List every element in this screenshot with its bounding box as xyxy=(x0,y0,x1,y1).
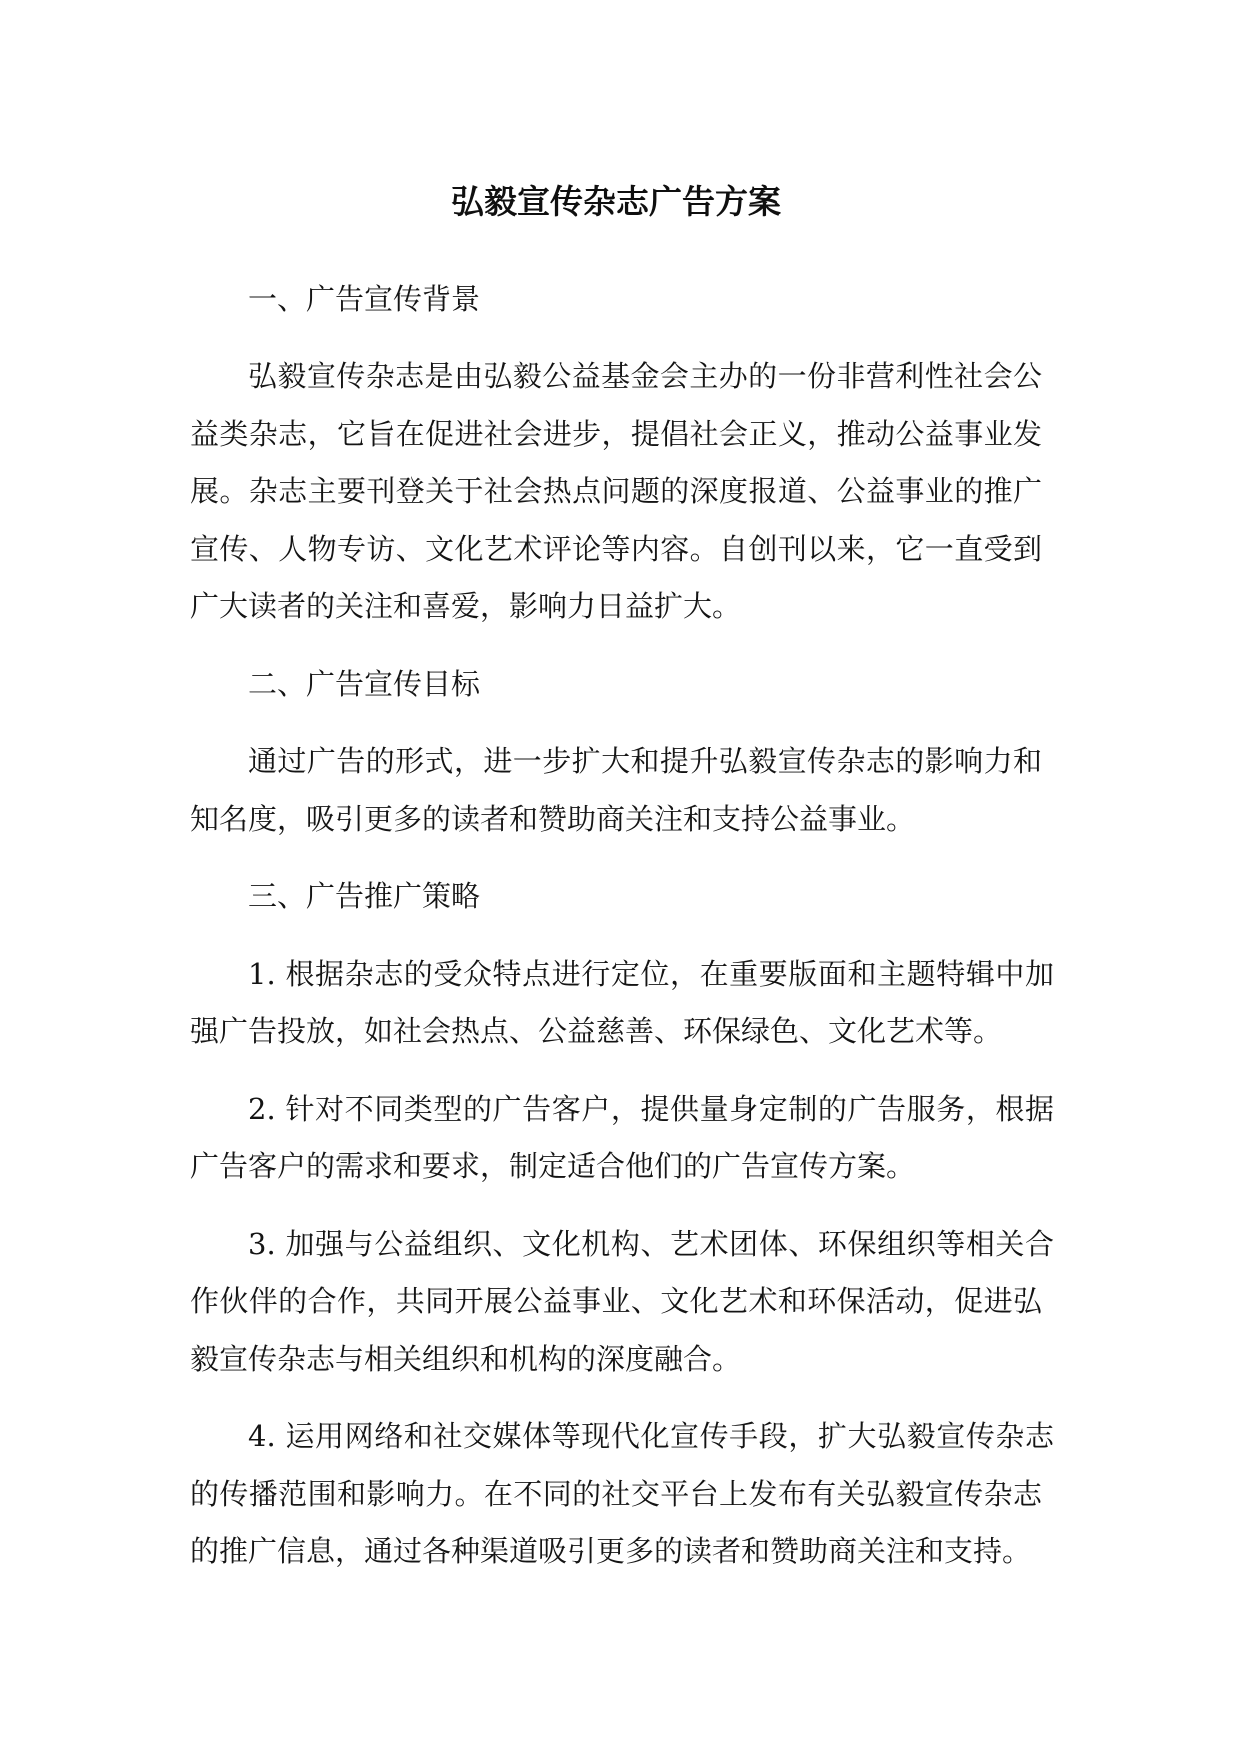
paragraph-line: 通过广告的形式，进一步扩大和提升弘毅宣传杂志的影响力和 xyxy=(248,744,1042,778)
list-item-2 xyxy=(190,1081,1054,1196)
section-heading: 三、广告推广策略 xyxy=(248,879,481,913)
paragraph-line: 的传播范围和影响力。在不同的社交平台上发布有关弘毅宣传杂志 xyxy=(190,1476,1042,1511)
paragraph-line: 弘毅宣传杂志是由弘毅公益基金会主办的一份非营利性社会公 xyxy=(248,359,1042,393)
paragraph-line: 知名度，吸引更多的读者和赞助商关注和支持公益事业。 xyxy=(190,801,916,836)
paragraph-line: 作伙伴的合作，共同开展公益事业、文化艺术和环保活动，促进弘 xyxy=(190,1284,1042,1318)
section-strategy xyxy=(190,868,1054,1581)
paragraph-line: 2. 针对不同类型的广告客户，提供量身定制的广告服务，根据 xyxy=(248,1091,1054,1126)
section-goals xyxy=(190,656,1042,849)
section-heading: 二、广告宣传目标 xyxy=(248,666,481,701)
paragraph-line: 的推广信息，通过各种渠道吸引更多的读者和赞助商关注和支持。 xyxy=(190,1534,1032,1568)
list-item-4 xyxy=(190,1408,1054,1581)
paragraph-line: 强广告投放，如社会热点、公益慈善、环保绿色、文化艺术等。 xyxy=(190,1014,1003,1048)
paragraph-line: 毅宣传杂志与相关组织和机构的深度融合。 xyxy=(190,1341,742,1376)
paragraph-line: 广大读者的关注和喜爱，影响力日益扩大。 xyxy=(190,589,742,623)
paragraph xyxy=(190,348,1042,636)
paragraph-line: 4. 运用网络和社交媒体等现代化宣传手段，扩大弘毅宣传杂志 xyxy=(248,1419,1054,1453)
paragraph-line: 广告客户的需求和要求，制定适合他们的广告宣传方案。 xyxy=(190,1149,916,1183)
list-item-1 xyxy=(190,946,1054,1061)
list-item-3 xyxy=(190,1216,1054,1389)
document-body xyxy=(190,173,1054,1601)
paragraph-line: 3. 加强与公益组织、文化机构、艺术团体、环保组织等相关合 xyxy=(248,1226,1054,1261)
paragraph xyxy=(190,733,1042,848)
paragraph-line: 1. 根据杂志的受众特点进行定位，在重要版面和主题特辑中加 xyxy=(248,956,1054,991)
document-title: 弘毅宣传杂志广告方案 xyxy=(451,182,781,221)
paragraph-line: 展。杂志主要刊登关于社会热点问题的深度报道、公益事业的推广 xyxy=(190,474,1042,508)
paragraph-line: 益类杂志，它旨在促进社会进步，提倡社会正义，推动公益事业发 xyxy=(190,416,1042,451)
paragraph-line: 宣传、人物专访、文化艺术评论等内容。自创刊以来，它一直受到 xyxy=(190,531,1042,566)
section-heading: 一、广告宣传背景 xyxy=(248,281,481,316)
section-background xyxy=(190,271,1042,636)
